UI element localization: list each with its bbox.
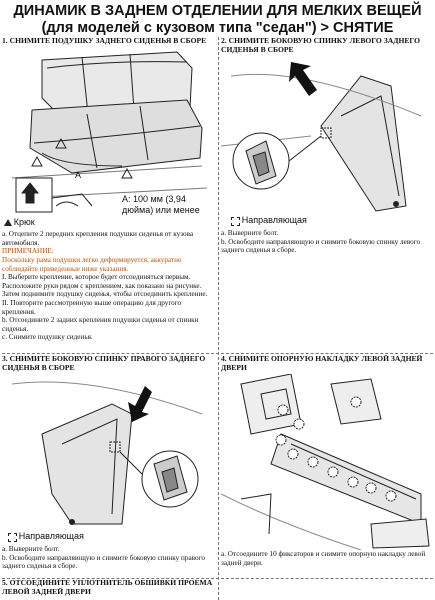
triangle-icon <box>4 219 12 226</box>
dimension-text: A: 100 мм (3,94 дюйма) или менее <box>122 193 200 215</box>
step-3b-text: b. Освободите направляющую и снимите боковую спинку правого заднего сиденья в сборе. <box>2 553 205 571</box>
guide-label-3: Направляющая <box>18 531 84 542</box>
hook-label: Крюк <box>13 216 35 227</box>
step-1-i-text: I. Выберите крепление, которое будет отсоединяться первым. Расположите руки рядом с креплением, как показано на рисунке. Затем поднимите подушку сиденья, чтобы отсоединить крепление. <box>2 273 208 299</box>
step-4a-text: a. Отсоедините 10 фиксаторов и снимите опорную накладку левой задней двери. <box>221 550 426 567</box>
column-divider <box>218 37 219 600</box>
note-text: Поскольку рама подушки легко деформируется, аккуратно соблюдайте приведенные ниже указания. <box>2 255 182 273</box>
step-2-section <box>221 37 433 352</box>
step-1-ii-text: II. Повторите рассмотренную выше операцию для другого крепления. <box>2 298 182 316</box>
row-divider-1 <box>2 353 433 354</box>
step-1a-text: a. Отцепите 2 передних крепления подушки сиденья от кузова автомобиля. <box>2 230 194 247</box>
step-1b-text: b. Отсоедините 2 задних крепления подушки сиденья от спинки сиденья. <box>2 316 199 333</box>
steps-grid <box>2 37 433 600</box>
door-scuff-plate-illustration <box>221 374 433 550</box>
seat-cushion-figure <box>2 48 216 216</box>
step-1-heading: 1. СНИМИТЕ ПОДУШКУ ЗАДНЕГО СИДЕНЬЯ В СБОРЕ <box>2 37 207 45</box>
guide-square-icon <box>8 533 17 542</box>
step-3a-text: a. Выверните болт. <box>2 545 60 554</box>
step-2b-text: b. Освободите направляющую и снимите боковую спинку левого заднего сиденья в сборе. <box>221 237 421 255</box>
step-1c-text: c. Снимите подушку сиденья. <box>2 333 93 342</box>
guide-square-icon <box>231 217 240 226</box>
step-4-section <box>221 355 433 577</box>
hook-legend <box>4 218 216 228</box>
door-scuff-plate-figure <box>221 374 433 550</box>
right-seatback-illustration <box>2 374 216 530</box>
step-2a-text: a. Выверните болт. <box>221 229 279 238</box>
seat-cushion-illustration <box>2 48 216 216</box>
guide-label: Направляющая <box>241 215 307 226</box>
left-seatback-figure <box>221 56 433 214</box>
note-heading: ПРИМЕЧАНИЕ: <box>2 247 54 256</box>
step-5-section <box>2 579 216 600</box>
page-title: ДИНАМИК В ЗАДНЕМ ОТДЕЛЕНИИ ДЛЯ МЕЛКИХ ВЕЩЕЙ <box>13 3 422 19</box>
step-5-heading: 5. ОТСОЕДИНИТЕ УПЛОТНИТЕЛЬ ОБШИВКИ ПРОЕМА ЛЕВОЙ ЗАДНЕЙ ДВЕРИ <box>2 579 213 596</box>
step-3-section <box>2 355 216 577</box>
step-3-heading: 3. СНИМИТЕ БОКОВУЮ СПИНКУ ПРАВОГО ЗАДНЕГО СИДЕНЬЯ В СБОРЕ <box>2 355 206 372</box>
dimension-label-a: A <box>75 169 82 180</box>
right-seatback-figure <box>2 374 216 530</box>
left-seatback-illustration <box>221 56 433 214</box>
guide-legend-3 <box>8 532 216 542</box>
guide-legend <box>231 216 433 226</box>
step-2-heading: 2. СНИМИТЕ БОКОВУЮ СПИНКУ ЛЕВОГО ЗАДНЕГО СИДЕНЬЯ В СБОРЕ <box>221 37 420 54</box>
page-subtitle: (для моделей с кузовом типа "седан") > СНЯТИЕ <box>41 20 394 36</box>
step-4-heading: 4. СНИМИТЕ ОПОРНУЮ НАКЛАДКУ ЛЕВОЙ ЗАДНЕЙ ДВЕРИ <box>221 355 423 372</box>
step-1-section <box>2 37 216 352</box>
